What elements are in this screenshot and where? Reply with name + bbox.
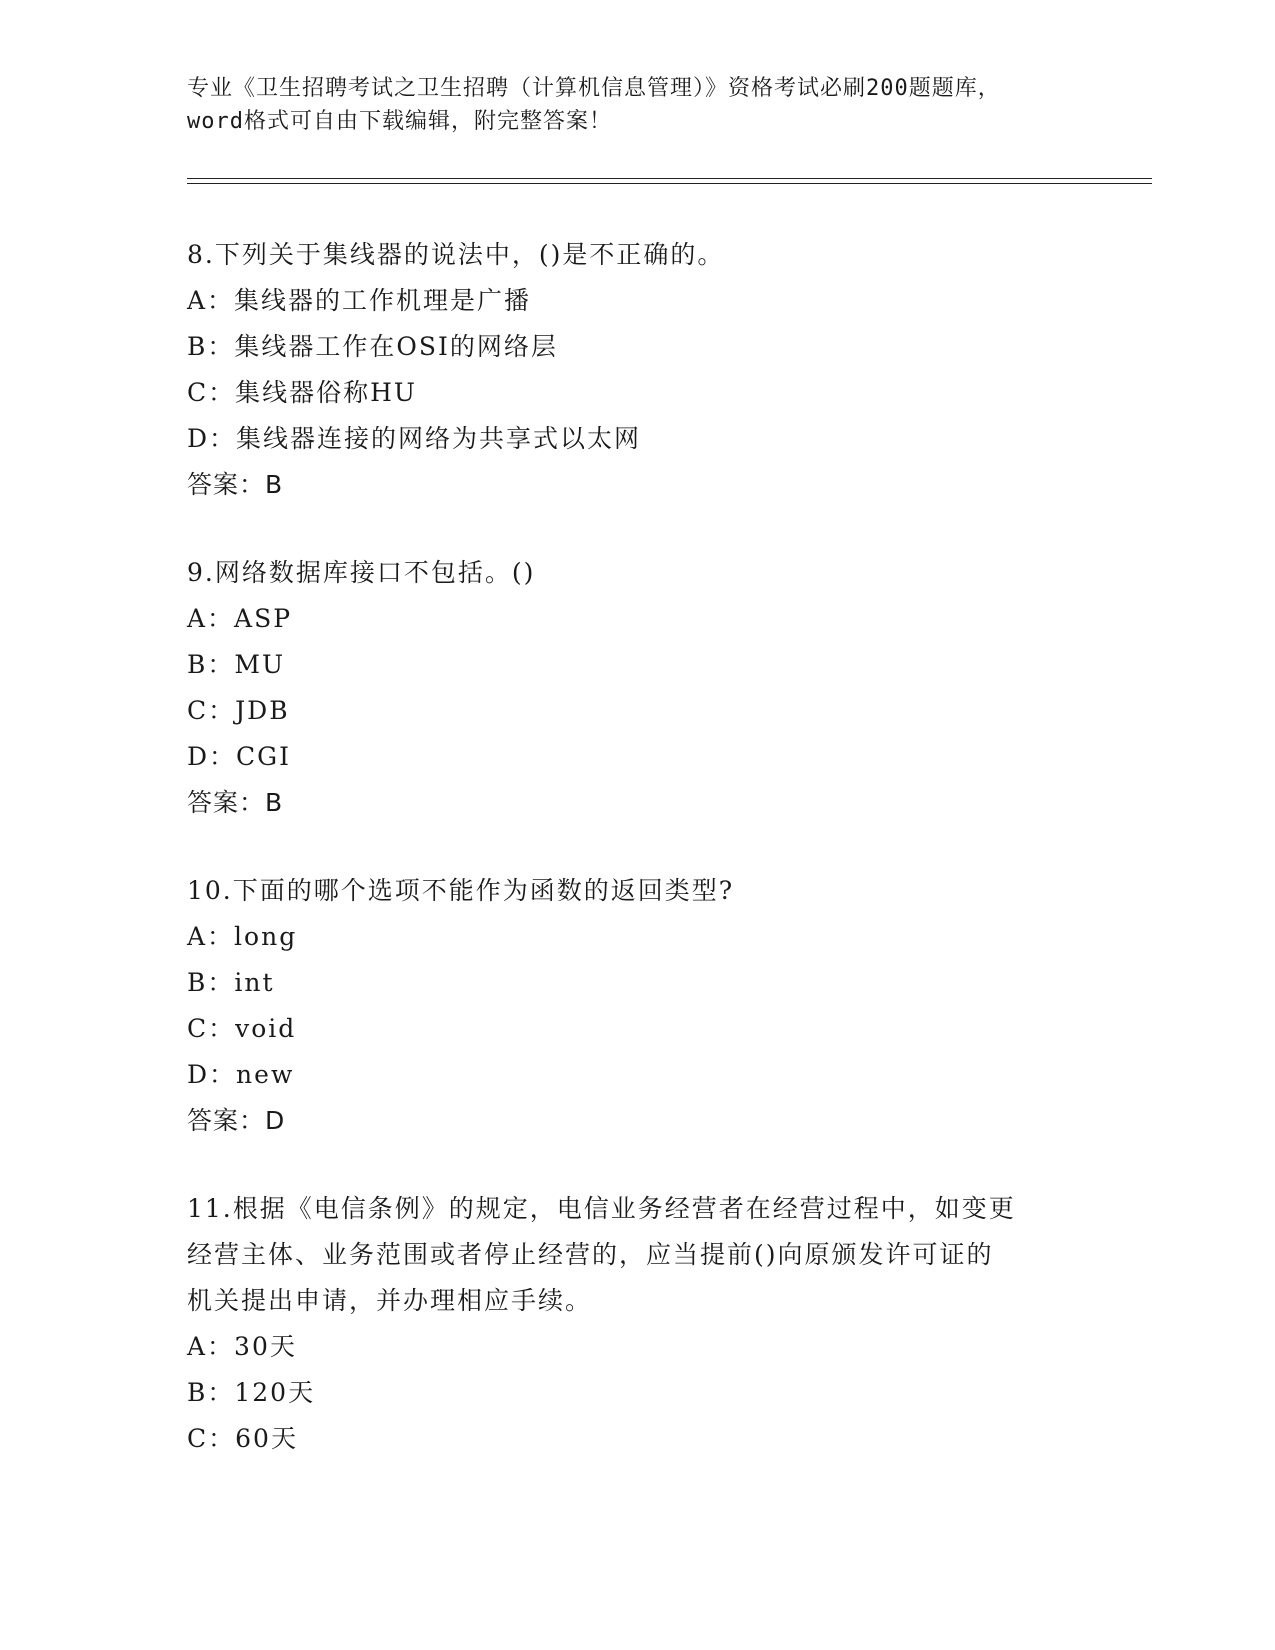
question-10	[187, 868, 1087, 1144]
option-a: A：long	[187, 922, 298, 951]
option-c: C：集线器俗称HU	[187, 378, 418, 407]
question-9	[187, 550, 1087, 826]
question-11	[187, 1186, 1087, 1462]
option-d: D：集线器连接的网络为共享式以太网	[187, 424, 642, 453]
header-line-1: 专业《卫生招聘考试之卫生招聘（计算机信息管理）》资格考试必刷200题题库，	[187, 76, 1001, 101]
option-c: C：void	[187, 1014, 297, 1043]
option-d: D：new	[187, 1060, 295, 1089]
option-c: C：60天	[187, 1424, 298, 1453]
question-text: 9.网络数据库接口不包括。()	[187, 558, 536, 587]
question-text: 8.下列关于集线器的说法中，()是不正确的。	[187, 240, 725, 269]
header-line-2: word格式可自由下载编辑，附完整答案！	[187, 109, 612, 134]
document-header	[187, 72, 1067, 138]
header-divider-bottom	[187, 183, 1152, 184]
question-text-line-1: 11.根据《电信条例》的规定，电信业务经营者在经营过程中，如变更	[187, 1194, 1016, 1223]
answer-label: 答案：D	[187, 1106, 286, 1135]
answer-label: 答案：B	[187, 788, 284, 817]
question-text-line-3: 机关提出申请，并办理相应手续。	[187, 1286, 593, 1315]
option-a: A：集线器的工作机理是广播	[187, 286, 532, 315]
option-c: C：JDB	[187, 696, 290, 725]
option-b: B：集线器工作在OSI的网络层	[187, 332, 558, 361]
question-list	[187, 232, 1087, 1504]
option-b: B：120天	[187, 1378, 316, 1407]
option-b: B：MU	[187, 650, 286, 679]
question-text: 10.下面的哪个选项不能作为函数的返回类型?	[187, 876, 735, 905]
option-d: D：CGI	[187, 742, 292, 771]
header-divider-top	[187, 178, 1152, 179]
answer-label: 答案：B	[187, 470, 284, 499]
option-b: B：int	[187, 968, 275, 997]
question-8	[187, 232, 1087, 508]
option-a: A：30天	[187, 1332, 297, 1361]
option-a: A：ASP	[187, 604, 293, 633]
question-text-line-2: 经营主体、业务范围或者停止经营的，应当提前()向原颁发许可证的	[187, 1240, 994, 1269]
